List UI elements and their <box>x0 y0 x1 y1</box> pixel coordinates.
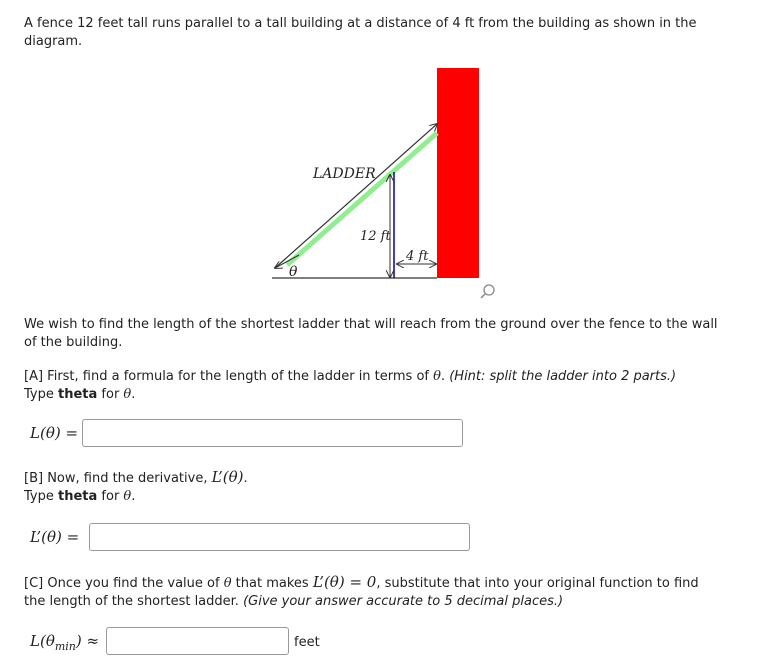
part-a-label: L(θ) = <box>30 424 79 442</box>
problem-line-1: We wish to find the length of the shortest ladder that will reach from the ground over the fence to the wall <box>24 317 718 332</box>
part-b-type-pre: Type <box>24 489 58 504</box>
problem-text <box>24 316 744 352</box>
part-b-type-post: for <box>97 489 124 504</box>
part-a-hint: (Hint: split the ladder into 2 parts.) <box>449 369 677 384</box>
ladder-arrow-body <box>275 124 437 268</box>
part-c-post: , substitute that into your original function to find <box>376 576 699 591</box>
part-c-label-main: L(θ <box>30 632 55 650</box>
intro-line-1: A fence 12 feet tall runs parallel to a tall building at a distance of 4 ft from the building as shown in the <box>24 16 697 31</box>
part-c-theta: θ <box>223 576 232 591</box>
part-b-prompt: [B] Now, find the derivative, <box>24 471 212 486</box>
ladder-label: LADDER <box>313 166 376 182</box>
part-a-type-symbol: θ <box>123 387 132 402</box>
part-b-derivative: L’(θ) <box>211 468 244 486</box>
part-c-unit: feet <box>294 635 320 650</box>
building <box>437 68 479 278</box>
part-a-theta: θ <box>433 369 441 384</box>
part-b-text <box>24 468 744 506</box>
part-a-type-theta: theta <box>58 387 98 402</box>
distance-label: 4 ft <box>406 249 429 264</box>
part-b-type-symbol: θ <box>123 489 132 504</box>
problem-line-2: of the building. <box>24 335 123 350</box>
fence-ladder-diagram <box>0 0 781 310</box>
zoom-icon[interactable] <box>481 285 494 298</box>
intro-line-2: diagram. <box>24 34 83 49</box>
part-b-label: L’(θ) = <box>30 528 80 546</box>
part-b-type-end: . <box>131 489 136 504</box>
part-b-period: . <box>243 471 248 486</box>
part-b-type-theta: theta <box>58 489 98 504</box>
part-c-text <box>24 573 744 611</box>
part-a-text <box>24 368 744 404</box>
part-c-precision-note: (Give your answer accurate to 5 decimal places.) <box>243 594 564 609</box>
part-a-type-end: . <box>131 387 136 402</box>
angle-label: θ <box>289 264 298 280</box>
part-a-prompt: [A] First, find a formula for the length of the ladder in terms of <box>24 369 434 384</box>
part-a-type-post: for <box>97 387 124 402</box>
part-a-type-pre: Type <box>24 387 58 402</box>
part-c-label-end: ) ≈ <box>75 632 100 650</box>
part-c-answer-input[interactable] <box>106 627 289 655</box>
part-c-mid: that makes <box>231 576 313 591</box>
part-c-prompt: [C] Once you find the value of <box>24 576 224 591</box>
part-c-line2: the length of the shortest ladder. <box>24 594 244 609</box>
part-c-label <box>30 632 99 653</box>
ladder <box>287 133 437 265</box>
part-b-answer-input[interactable] <box>89 523 470 551</box>
fence-height-label: 12 ft <box>360 229 391 244</box>
part-c-condition: L’(θ) = 0 <box>312 573 377 591</box>
part-c-label-sub: min <box>54 640 76 653</box>
part-a-answer-input[interactable] <box>82 419 463 447</box>
part-a-period: . <box>440 369 450 384</box>
